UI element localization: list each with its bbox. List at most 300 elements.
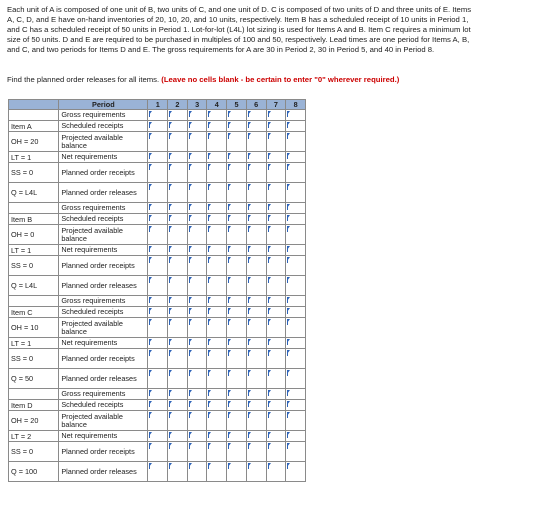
input-marker-line (169, 133, 170, 139)
period-input-cell (286, 163, 306, 183)
input-marker-line (248, 370, 249, 376)
period-input-cell (168, 245, 188, 256)
period-input-cell (207, 411, 227, 431)
period-input-cell (187, 203, 207, 214)
input-marker-line (287, 164, 288, 170)
input-marker-line (208, 153, 209, 159)
input-marker-line (189, 164, 190, 170)
period-input-cell (227, 400, 247, 411)
input-marker-line (208, 133, 209, 139)
period-input-cell (227, 369, 247, 389)
period-input-cell (246, 349, 266, 369)
input-marker-line (248, 257, 249, 263)
input-marker-line (268, 133, 269, 139)
input-marker-line (149, 215, 150, 221)
item-parameter: LT = 1 (9, 245, 59, 256)
period-input-cell (246, 296, 266, 307)
period-input-cell (266, 225, 286, 245)
input-marker-line (248, 350, 249, 356)
period-input-cell (266, 307, 286, 318)
input-marker-line (287, 339, 288, 345)
input-marker-line (228, 350, 229, 356)
period-input-cell (168, 462, 188, 482)
period-input-cell (286, 245, 306, 256)
input-marker-line (268, 297, 269, 303)
period-input-cell (227, 462, 247, 482)
input-marker-line (268, 350, 269, 356)
input-marker-line (228, 215, 229, 221)
input-marker-line (149, 204, 150, 210)
period-input-cell (168, 349, 188, 369)
period-header-2: 2 (168, 100, 188, 110)
period-input-cell (168, 214, 188, 225)
period-input-cell (246, 132, 266, 152)
period-input-cell (286, 256, 306, 276)
period-input-cell (286, 338, 306, 349)
input-marker-line (287, 111, 288, 117)
input-marker-line (169, 204, 170, 210)
period-input-cell (286, 442, 306, 462)
input-marker-line (268, 370, 269, 376)
item-parameter: SS = 0 (9, 256, 59, 276)
input-marker-line (169, 412, 170, 418)
period-input-cell (246, 307, 266, 318)
input-marker-line (189, 277, 190, 283)
input-marker-line (208, 184, 209, 190)
input-marker-line (248, 133, 249, 139)
period-input-cell (246, 152, 266, 163)
input-marker-line (248, 184, 249, 190)
item-parameter: LT = 1 (9, 338, 59, 349)
input-marker-line (169, 122, 170, 128)
period-input-cell (207, 462, 227, 482)
input-marker-line (169, 226, 170, 232)
period-input-cell (246, 245, 266, 256)
input-marker-line (228, 133, 229, 139)
input-marker-line (268, 226, 269, 232)
input-marker-line (228, 184, 229, 190)
input-marker-line (287, 184, 288, 190)
period-input-cell (148, 225, 168, 245)
problem-statement: Each unit of A is composed of one unit of B, two units of C, and one unit of D. C is composed of two units of D and three units of E. Items A, C, D, and E have on-hand inventories of 20, 10, 20, and 10 units, respectively. Item B has a scheduled receipt of 10 units in Period 1, and C has a scheduled receipt of 50 units in Period 1. Lot-for-lot (L4L) lot sizing is used for Items A and B. Item C requires a minimum lot size of 50 units. D and E are required to be purchased in multiples of 100 and 50, respectively. Lead times are one period for Items A, B, and C, and two periods for Items D and E. The gross requirements for A are 30 in Period 2, 30 in Period 5, and 40 in Period 8. (7, 5, 472, 54)
input-marker-line (228, 297, 229, 303)
input-marker-line (149, 350, 150, 356)
row-label: Gross requirements (59, 296, 148, 307)
input-marker-line (169, 401, 170, 407)
input-marker-line (169, 432, 170, 438)
period-input-cell (187, 214, 207, 225)
period-input-cell (246, 462, 266, 482)
period-input-cell (227, 152, 247, 163)
period-input-cell (148, 296, 168, 307)
input-marker-line (208, 401, 209, 407)
input-marker-line (189, 153, 190, 159)
item-parameter: SS = 0 (9, 349, 59, 369)
item-parameter: Item D (9, 400, 59, 411)
period-input-cell (246, 256, 266, 276)
period-input-cell (148, 163, 168, 183)
input-marker-line (149, 226, 150, 232)
period-input-cell (207, 296, 227, 307)
item-parameter: Item C (9, 307, 59, 318)
period-input-cell (187, 183, 207, 203)
table-row (9, 349, 306, 369)
period-input-cell (168, 110, 188, 121)
input-marker-line (208, 350, 209, 356)
table-row (9, 214, 306, 225)
table-row (9, 296, 306, 307)
input-marker-line (208, 390, 209, 396)
row-label: Gross requirements (59, 203, 148, 214)
period-input-cell (187, 389, 207, 400)
input-marker-line (169, 184, 170, 190)
period-input-cell (266, 338, 286, 349)
input-marker-line (228, 226, 229, 232)
input-marker-line (208, 370, 209, 376)
period-input-cell (286, 411, 306, 431)
period-input-cell (246, 183, 266, 203)
period-input-cell (187, 163, 207, 183)
input-marker-line (169, 370, 170, 376)
period-input-cell (286, 132, 306, 152)
period-input-cell (286, 318, 306, 338)
period-input-cell (148, 110, 168, 121)
input-marker-line (228, 257, 229, 263)
input-marker-line (189, 319, 190, 325)
input-marker-line (208, 111, 209, 117)
period-input-cell (187, 110, 207, 121)
input-marker-line (287, 463, 288, 469)
period-input-cell (207, 256, 227, 276)
input-marker-line (208, 463, 209, 469)
item-parameter: Q = 100 (9, 462, 59, 482)
period-input-cell (266, 121, 286, 132)
period-input-cell (187, 225, 207, 245)
item-parameter: OH = 0 (9, 225, 59, 245)
period-input-cell (207, 245, 227, 256)
row-label: Gross requirements (59, 389, 148, 400)
table-row (9, 318, 306, 338)
table-row (9, 225, 306, 245)
input-marker-line (268, 246, 269, 252)
period-input-cell (168, 307, 188, 318)
period-input-cell (246, 442, 266, 462)
period-input-cell (168, 318, 188, 338)
input-marker-line (248, 432, 249, 438)
period-input-cell (168, 152, 188, 163)
input-marker-line (248, 204, 249, 210)
table-row (9, 411, 306, 431)
period-input-cell (286, 389, 306, 400)
input-marker-line (149, 443, 150, 449)
period-input-cell (266, 132, 286, 152)
row-label: Scheduled receipts (59, 214, 148, 225)
period-input-cell (207, 163, 227, 183)
period-input-cell (286, 369, 306, 389)
period-input-cell (246, 431, 266, 442)
period-input-cell (148, 400, 168, 411)
input-marker-line (208, 257, 209, 263)
input-marker-line (287, 133, 288, 139)
input-marker-line (169, 443, 170, 449)
input-marker-line (189, 226, 190, 232)
input-marker-line (268, 432, 269, 438)
input-marker-line (248, 308, 249, 314)
input-marker-line (189, 111, 190, 117)
period-input-cell (266, 163, 286, 183)
input-marker-line (189, 463, 190, 469)
input-marker-line (268, 401, 269, 407)
input-marker-line (169, 111, 170, 117)
period-input-cell (187, 442, 207, 462)
input-marker-line (189, 432, 190, 438)
input-marker-line (287, 215, 288, 221)
input-marker-line (268, 111, 269, 117)
period-input-cell (266, 411, 286, 431)
input-marker-line (268, 122, 269, 128)
row-label: Net requirements (59, 338, 148, 349)
input-marker-line (268, 319, 269, 325)
input-marker-line (248, 443, 249, 449)
input-marker-line (287, 412, 288, 418)
input-marker-line (287, 401, 288, 407)
input-marker-line (228, 308, 229, 314)
input-marker-line (149, 412, 150, 418)
table-row (9, 276, 306, 296)
input-marker-line (149, 257, 150, 263)
period-input-cell (246, 338, 266, 349)
input-marker-line (268, 164, 269, 170)
period-input-cell (168, 431, 188, 442)
period-input-cell (187, 132, 207, 152)
input-marker-line (169, 350, 170, 356)
period-input-cell (168, 442, 188, 462)
input-marker-line (268, 339, 269, 345)
input-marker-line (268, 390, 269, 396)
input-marker-line (169, 246, 170, 252)
input-marker-line (287, 257, 288, 263)
input-marker-line (268, 215, 269, 221)
parameter-blank-cell (9, 296, 59, 307)
row-label: Net requirements (59, 152, 148, 163)
item-parameter: OH = 20 (9, 132, 59, 152)
period-input-cell (207, 307, 227, 318)
parameter-blank-cell (9, 203, 59, 214)
input-marker-line (287, 204, 288, 210)
input-marker-line (268, 463, 269, 469)
period-input-cell (187, 121, 207, 132)
input-marker-line (149, 401, 150, 407)
row-label: Scheduled receipts (59, 121, 148, 132)
period-input-cell (148, 431, 168, 442)
input-marker-line (169, 257, 170, 263)
period-input-cell (187, 349, 207, 369)
blank-cells-warning: (Leave no cells blank - be certain to enter "0" wherever required.) (161, 75, 400, 84)
input-marker-line (248, 390, 249, 396)
period-header-3: 3 (187, 100, 207, 110)
input-marker-line (169, 463, 170, 469)
table-row (9, 442, 306, 462)
period-input-cell (286, 183, 306, 203)
period-input-cell (286, 307, 306, 318)
period-input-cell (168, 400, 188, 411)
period-input-cell (286, 276, 306, 296)
input-marker-line (287, 246, 288, 252)
period-input-cell (148, 462, 168, 482)
period-input-cell (286, 462, 306, 482)
period-input-cell (227, 121, 247, 132)
row-label: Planned order receipts (59, 163, 148, 183)
period-input-cell (246, 225, 266, 245)
table-row (9, 183, 306, 203)
input-marker-line (149, 297, 150, 303)
period-input-cell (286, 214, 306, 225)
header-blank-cell (9, 100, 59, 110)
period-input-cell (187, 152, 207, 163)
period-input-cell (207, 318, 227, 338)
input-marker-line (287, 319, 288, 325)
item-parameter: Item A (9, 121, 59, 132)
input-marker-line (287, 297, 288, 303)
table-row (9, 132, 306, 152)
period-input-cell (148, 411, 168, 431)
period-input-cell (266, 276, 286, 296)
period-input-cell (246, 276, 266, 296)
period-input-cell (227, 183, 247, 203)
period-input-cell (168, 256, 188, 276)
period-input-cell (207, 225, 227, 245)
input-marker-line (248, 412, 249, 418)
input-marker-line (287, 277, 288, 283)
input-marker-line (228, 339, 229, 345)
period-input-cell (246, 163, 266, 183)
period-header-1: 1 (148, 100, 168, 110)
input-marker-line (228, 390, 229, 396)
input-marker-line (149, 164, 150, 170)
input-marker-line (268, 277, 269, 283)
period-input-cell (148, 276, 168, 296)
period-input-cell (227, 442, 247, 462)
input-marker-line (208, 164, 209, 170)
input-marker-line (287, 390, 288, 396)
period-input-cell (227, 338, 247, 349)
table-row (9, 307, 306, 318)
input-marker-line (248, 463, 249, 469)
period-input-cell (187, 338, 207, 349)
input-marker-line (189, 339, 190, 345)
item-parameter: LT = 1 (9, 152, 59, 163)
period-input-cell (227, 245, 247, 256)
period-input-cell (207, 338, 227, 349)
input-marker-line (268, 204, 269, 210)
table-row (9, 400, 306, 411)
period-input-cell (148, 203, 168, 214)
mrp-table-container (8, 99, 306, 487)
period-input-cell (246, 121, 266, 132)
period-input-cell (227, 110, 247, 121)
input-marker-line (169, 215, 170, 221)
input-marker-line (228, 111, 229, 117)
period-input-cell (187, 318, 207, 338)
input-marker-line (287, 350, 288, 356)
instruction-line (7, 75, 527, 85)
input-marker-line (149, 153, 150, 159)
input-marker-line (149, 184, 150, 190)
input-marker-line (287, 226, 288, 232)
period-input-cell (187, 411, 207, 431)
period-input-cell (148, 121, 168, 132)
table-row (9, 369, 306, 389)
item-parameter: SS = 0 (9, 442, 59, 462)
input-marker-line (228, 122, 229, 128)
period-input-cell (246, 214, 266, 225)
input-marker-line (228, 432, 229, 438)
period-input-cell (168, 276, 188, 296)
input-marker-line (189, 257, 190, 263)
period-input-cell (246, 318, 266, 338)
period-input-cell (266, 442, 286, 462)
input-marker-line (268, 308, 269, 314)
input-marker-line (208, 215, 209, 221)
period-input-cell (148, 214, 168, 225)
period-input-cell (266, 462, 286, 482)
input-marker-line (208, 432, 209, 438)
period-input-cell (266, 400, 286, 411)
period-input-cell (246, 110, 266, 121)
period-input-cell (207, 369, 227, 389)
input-marker-line (228, 204, 229, 210)
period-input-cell (168, 338, 188, 349)
input-marker-line (189, 122, 190, 128)
table-row (9, 245, 306, 256)
period-input-cell (266, 318, 286, 338)
parameter-blank-cell (9, 110, 59, 121)
period-input-cell (266, 296, 286, 307)
period-input-cell (168, 132, 188, 152)
input-marker-line (169, 153, 170, 159)
period-input-cell (227, 225, 247, 245)
period-input-cell (207, 442, 227, 462)
row-label: Projected available balance (59, 132, 148, 152)
period-input-cell (227, 296, 247, 307)
period-input-cell (266, 369, 286, 389)
row-label: Gross requirements (59, 110, 148, 121)
row-label: Planned order releases (59, 183, 148, 203)
period-input-cell (148, 318, 168, 338)
table-row (9, 203, 306, 214)
period-input-cell (227, 214, 247, 225)
input-marker-line (208, 308, 209, 314)
item-parameter: Item B (9, 214, 59, 225)
row-label: Projected available balance (59, 318, 148, 338)
period-input-cell (207, 431, 227, 442)
input-marker-line (189, 350, 190, 356)
input-marker-line (228, 246, 229, 252)
period-input-cell (187, 400, 207, 411)
period-input-cell (246, 411, 266, 431)
input-marker-line (248, 401, 249, 407)
input-marker-line (189, 297, 190, 303)
period-input-cell (227, 389, 247, 400)
input-marker-line (208, 319, 209, 325)
period-input-cell (266, 152, 286, 163)
input-marker-line (248, 164, 249, 170)
input-marker-line (287, 370, 288, 376)
period-input-cell (207, 110, 227, 121)
input-marker-line (268, 257, 269, 263)
row-label: Projected available balance (59, 225, 148, 245)
input-marker-line (287, 308, 288, 314)
